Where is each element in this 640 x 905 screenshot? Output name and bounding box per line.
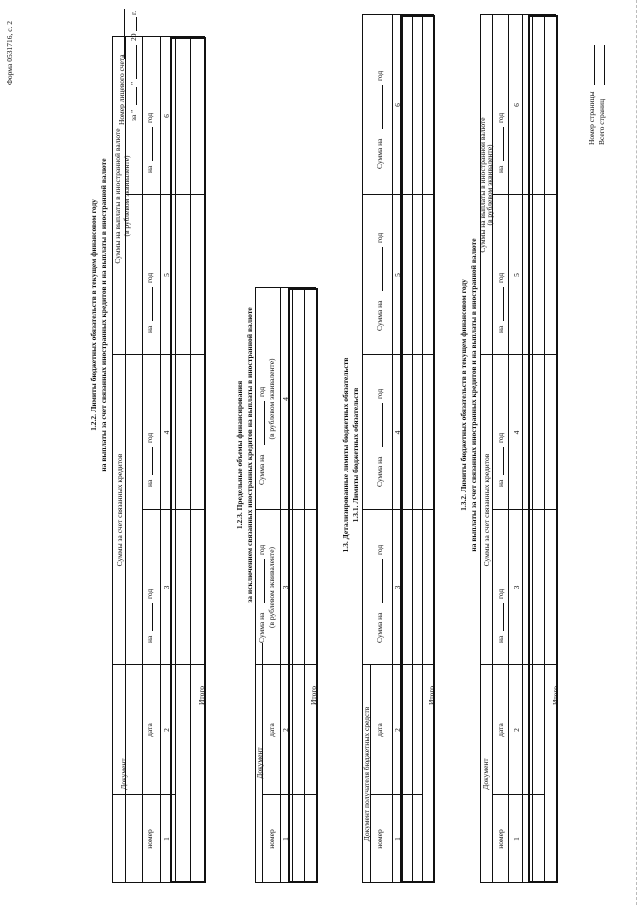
s131-col5: 5 (393, 273, 402, 277)
s131-col4: 4 (393, 430, 402, 435)
s122-title-1: 1.2.2. Лимиты бюджетных обязательств в текущем финансовом году (89, 199, 98, 431)
s122-year-3: год (145, 588, 154, 599)
s123-sum-on-4: Сумма на (257, 454, 266, 485)
date-suffix: " (129, 81, 138, 85)
s132-total: Итого (551, 686, 560, 705)
s123-title-1: 1.2.3. Предельные объемы финансирования (235, 380, 244, 530)
s132-col5: 5 (512, 273, 521, 277)
s132-year-5: год (496, 272, 505, 283)
s131-date-header: дата (375, 723, 384, 737)
date-year-line (136, 17, 137, 31)
s122-year-4: год (145, 432, 154, 443)
s123-doc-header: Документ (255, 747, 264, 779)
scan-edge (636, 0, 637, 905)
s122-on-5: на (145, 325, 154, 333)
s131-col3: 3 (393, 585, 402, 590)
date-month-line (136, 45, 137, 79)
s131-year-5: год (375, 232, 384, 243)
s132-rub-equiv: (в рублевом эквиваленте) (485, 144, 494, 226)
s131-year-4: год (375, 388, 384, 399)
s122-col5: 5 (162, 273, 171, 277)
s123-year-4: год (257, 386, 266, 397)
s131-title: 1.3.1. Лимиты бюджетных обязательств (351, 387, 360, 523)
account-number-label: Номер лицевого счета (117, 54, 126, 125)
s122-date-header: дата (145, 723, 154, 737)
s131-doc-header: Документ получателя бюджетных средств (362, 706, 371, 842)
date-prefix: за " (129, 109, 138, 121)
date-day-line (136, 87, 137, 105)
s131-col1: 1 (393, 837, 402, 841)
s132-year-4: год (496, 432, 505, 443)
s122-on-4: на (145, 479, 154, 487)
s132-doc-header: Документ (481, 758, 490, 790)
s131-col2: 2 (393, 728, 402, 732)
s132-on-4: на (496, 479, 505, 487)
s131-number-header: номер (375, 829, 384, 849)
s122-total: Итого (197, 686, 206, 705)
s123-total: Итого (309, 686, 318, 705)
s122-col2: 2 (162, 728, 171, 732)
s131-sum-3: Сумма на (375, 612, 384, 643)
date-year-20: 20 (129, 33, 138, 41)
s122-col3: 3 (162, 585, 171, 590)
s123-sum-on-3: Сумма на (257, 612, 266, 643)
s131-year-3: год (375, 544, 384, 555)
s122-col1: 1 (162, 837, 171, 841)
s132-on-3: на (496, 635, 505, 643)
s132-on-6: на (496, 165, 505, 173)
s131-total: Итого (427, 686, 436, 705)
s132-date-header: дата (496, 723, 505, 737)
s132-year-6: год (496, 112, 505, 123)
total-pages-label: Всего страниц (597, 98, 606, 145)
s122-number-header: номер (145, 829, 154, 849)
s132-col2: 2 (512, 728, 521, 732)
page-number-label: Номер страницы (587, 91, 596, 145)
s131-sum-5: Сумма на (375, 300, 384, 331)
s122-year-5: год (145, 272, 154, 283)
s122-col4: 4 (162, 430, 171, 435)
s132-number-header: номер (496, 829, 505, 849)
s132-tied-credits: Суммы за счет связанных кредитов (482, 453, 491, 567)
s122-on-6: на (145, 165, 154, 173)
s123-title-2: за исключением связанных иностранных кредитов на выплаты в иностранной валюте (245, 307, 254, 603)
s122-col6: 6 (162, 114, 171, 118)
s131-col6: 6 (393, 103, 402, 107)
s122-year-6: год (145, 112, 154, 123)
s122-tied-credits: Суммы за счет связанных кредитов (115, 453, 124, 567)
s131-sum-6: Сумма на (375, 138, 384, 169)
s132-col4: 4 (512, 430, 521, 435)
s123-rub-3: (в рублевом эквиваленте) (267, 546, 276, 629)
s132-foreign: Суммы на выплаты в иностранной валюте (478, 117, 487, 253)
s123-year-3: год (257, 544, 266, 555)
s123-date-header: дата (267, 723, 276, 737)
s131-sum-4: Сумма на (375, 456, 384, 487)
s132-title-2: на выплаты за счет связанных иностранных кредитов и на выплаты в иностранной валюте (469, 238, 478, 552)
s123-col3: 3 (281, 585, 290, 590)
s123-number-header: номер (267, 829, 276, 849)
s132-year-3: год (496, 588, 505, 599)
s131-year-6: год (375, 70, 384, 81)
s122-doc-header: Документ (119, 758, 128, 790)
s122-on-3: на (145, 635, 154, 643)
s132-col6: 6 (512, 103, 521, 107)
form-code: Форма 0531716, с. 2 (5, 20, 14, 85)
s132-col3: 3 (512, 585, 521, 590)
s123-col4: 4 (281, 397, 290, 401)
s122-title-2: на выплаты за счет связанных иностранных кредитов и на выплаты в иностранной валюте (99, 158, 108, 472)
s123-col1: 1 (281, 837, 290, 841)
s122-rub-equiv: (в рублевом эквиваленте) (122, 155, 131, 237)
s132-on-5: на (496, 325, 505, 333)
s13-title: 1.3. Детализированные лимиты бюджетных обязательств (341, 357, 350, 553)
s132-title-1: 1.3.2. Лимиты бюджетных обязательств в текущем финансовом году (459, 279, 468, 511)
s132-col1: 1 (512, 837, 521, 841)
date-year-suffix: г. (129, 10, 138, 15)
s123-col2: 2 (281, 728, 290, 732)
s122-foreign: Суммы на выплаты в иностранной валюте (113, 128, 122, 264)
s123-rub-4: (в рублевом эквиваленте) (267, 358, 276, 440)
